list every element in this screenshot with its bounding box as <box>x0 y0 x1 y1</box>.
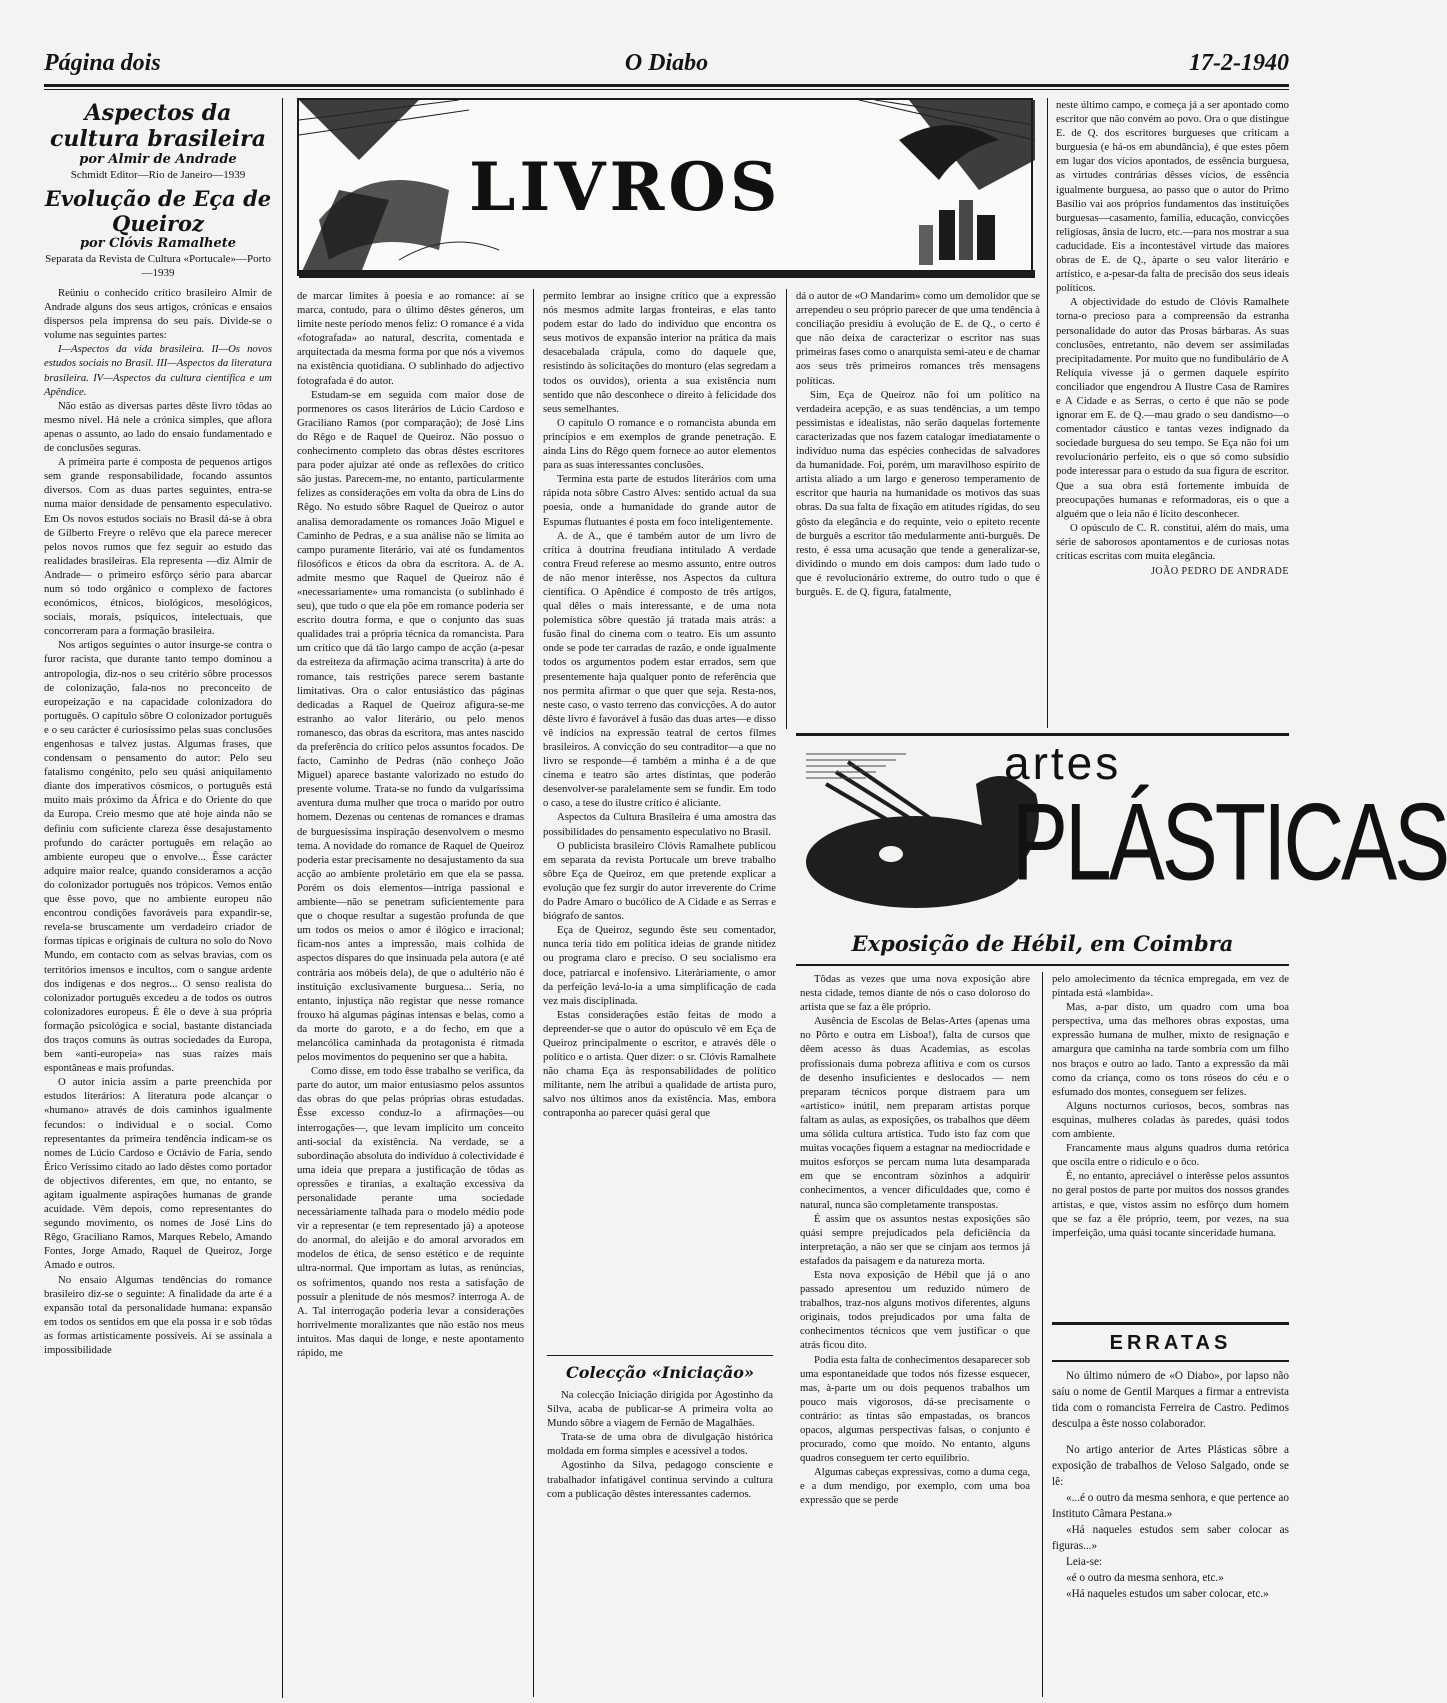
paragraph: neste último campo, e começa já a ser apontado como escritor que não convém ao povo. Ora o que distingue E. de Q. dos escritores burgueses que criticam a burguesia (e há-os em abundância), é que estes põem em lugar dos vícios apontados, de essência burguesa, as virtudes contrárias dêsses vícios, de essência igualmente burguesa, ao passo que o autor do Primo Basílio vai aos próprios fundamentos das instituições burguesas—casamento, família, educação, convicções religiosas, ânsia de lucro, etc.—para nos mostrar a sua caducidade. Eis a incontestável virtude das maiores obras de E. de Q., àparte o seu valor literário e artístico, e a-pesar-da falta de precisão dos seus ideais políticos. <box>1056 99 1289 295</box>
artes-banner <box>806 737 1447 916</box>
paragraph: Tôdas as vezes que uma nova exposição abre nesta cidade, temos diante de nós o caso doloroso do artista que se faz a êle próprio. <box>800 973 1030 1014</box>
column-divider <box>282 98 283 1698</box>
paragraph: Podia esta falta de conhecimentos desaparecer sob uma espontaneidade que todos nós fizesse esquecer, mas, à-parte um ou dois pequenos trabalhos um pouco mais vigorosos, dá-se precisamente o contrário: as tintas são empastadas, os brancos opacos, algumas perspectivas falsas, o conjunto é procurado, como que moído. No entanto, alguns quadros conseguem ter certo equilíbrio. <box>800 1353 1030 1465</box>
iniciacao-section <box>547 1362 773 1694</box>
erratas-section <box>1052 1368 1289 1696</box>
paragraph: Como disse, em todo êsse trabalho se verifica, da parte do autor, um maior entusiasmo pelos assuntos das obras do que pelas próprias obras estudadas. Êsse excesso conduz-lo a afirmações—ou interrogações—, que levam implícito um conceito anti-social da existência. Na verdade, se a subordinação absoluta do indivíduo à colectividade é uma ideia que prepara a justificação de tôdas as opressões e tiranias, a exaltação excessiva da personalidade perante uma sociedade necessàriamente talhada para o modelo médio pode vir a representar (e tem representado já) a apoteose do anormal, do aleijão e do amoral arvorados em modelos de ética, de senso estético e de requinte ultra-normal. Que importam as lutas, as renúncias, os sofrimentos, quando nos resta a satisfação de possuir a plenitude de nós mesmos? interroga A. de A. Tal interrogação poderia levar a considerações horrìvelmente moralizantes que não estão nos meus intuitos. Mas daqui de longe, e neste apontamento rápido, me <box>297 1065 524 1360</box>
quote: «Há naqueles estudos sem saber colocar as figuras...» <box>1052 1524 1289 1552</box>
paragraph: de marcar limites à poesia e ao romance: aí se marca, contudo, para o último dêstes géneros, um limite neste período menos feliz: O romance é a vida «fotografada» ao natural, descrita, comentada e arquitectada da mesma forma por que nós a vivemos na existência quotidiana. O sublinhado do adjectivo fotografada é do autor. <box>297 290 524 387</box>
book2-title: Evolução de Eça de Queiroz <box>44 186 272 236</box>
paragraph: O opúsculo de C. R. constitui, além do mais, uma série de saborosos apontamentos e de curiosas notas críticas escritas com muita elegância. <box>1056 521 1289 562</box>
paragraph: Aspectos da Cultura Brasileira é uma amostra das possibilidades do pensamento especulativo no Brasil. <box>543 811 776 838</box>
author-signature: JOÃO PEDRO DE ANDRADE <box>1150 566 1289 578</box>
newspaper-name: O Diabo <box>624 50 709 76</box>
column-divider <box>786 289 787 729</box>
paragraph: Não estão as diversas partes dêste livro tôdas ao mesmo nível. Há nele a crónica simples, que aflora apenas o assunto, ao lado do ensaio fundamentado e de conclusões seguras. <box>44 399 272 455</box>
plasticas-heading: PLÁSTICAS <box>1012 780 1447 903</box>
paragraph: O publicista brasileiro Clóvis Ramalhete publicou em separata da revista Portucale um breve trabalho sôbre Eça de Queiroz, em que pretende explicar a evolução que fez surgir do autor irreverente do Crime do Padre Amaro o bucólico de A Cidade e as Serras e biógrafo de santos. <box>543 839 776 923</box>
livros-banner <box>297 98 1033 276</box>
column-3 <box>543 289 776 1349</box>
paragraph: dá o autor de «O Mandarim» como um demolidor que se arrependeu o seu próprio parecer de que uma tendência à conciliação presidiu à evolução de E. de Q., o certo é que não deixa de caracterizar o escritor nas suas primeiras fases como o anarquista semi-ateu e de chamar aos seus três primeiros romances três mensagens políticas. <box>796 290 1040 387</box>
issue-date: 17-2-1940 <box>1189 50 1289 76</box>
column-divider <box>1047 98 1048 728</box>
iniciacao-title: Colecção «Iniciação» <box>566 1363 754 1382</box>
quote: «...é o outro da mesma senhora, e que pertence ao Instituto Câmara Pestana.» <box>1052 1492 1289 1520</box>
paragraph: I—Aspectos da vida brasileira. II—Os novos estudos sociais no Brasil. III—Aspectos da literatura brasileira. IV—Aspectos da cultura científica e um Apêndice. <box>44 343 272 398</box>
paragraph: No artigo anterior de Artes Plásticas sôbre a exposição de trabalhos de Veloso Salgado, onde se lê: <box>1052 1444 1289 1488</box>
exposicao-column-b <box>1052 972 1289 1314</box>
paragraph: permito lembrar ao insigne crítico que a expressão nós mesmos admite largas fronteiras, e elas tanto podem estar do lado do indivíduo que encontra os seus motivos de expansão interior na prática da mais desacebalada crápula, como do daquele que, resistindo às solicitações do monturo (elas segredam a todos os ouvidos), orienta a sua existência num sentido que não desconhece o direito à felicidade dos seus semelhantes. <box>543 290 776 415</box>
paragraph: Sim, Eça de Queiroz não foi um político na verdadeira acepção, e as suas tendências, a um tempo pessimistas e idealistas, não serão daquelas fortemente caracterizadas que nos fazem catalogar imediatamente o indivíduo numa das espécies conhecidas de salvadores da humanidade. Foi, porém, um maravilhoso espírito de artista aliado a um largo e generoso temperamento de escritor que hauria na humanidade os motivos das suas obras. Da sua falta de fixação em atitudes rígidas, do seu gôsto da elegância e do requinte, veio o epíteto recente de burguês a escritor tão medularmente anti-burguês. De resto, é essa uma acusação que tende a generalizar-se, dividindo o mundo em dois campos: dum lado tudo o que é revolucionário extreme, do outro tudo o que é burguês. E. de Q. figura, fatalmente, <box>796 388 1040 598</box>
paragraph: Algumas cabeças expressivas, como a duma cega, e a dum mendigo, por exemplo, com uma boa expressão que se perde <box>800 1466 1030 1507</box>
paragraph: Termina esta parte de estudos literários com uma rápida nota sôbre Castro Alves: sentido actual da sua poesia, onde a humanidade do grande autor de Espumas flutuantes é posta em foco inteligentemente. <box>543 473 776 528</box>
column-2 <box>297 289 524 1697</box>
livros-heading: LIVROS <box>469 148 782 226</box>
paragraph: Agostinho da Silva, pedagogo consciente e trabalhador infatigável continua servindo a cultura com a publicação dêstes interessantes cadernos. <box>547 1459 773 1500</box>
separator <box>1052 1432 1289 1442</box>
paragraph: Trata-se de uma obra de divulgação histórica moldada em forma simples e acessível a todos. <box>547 1431 773 1458</box>
book1-title: Aspectos da cultura brasileira <box>50 100 266 152</box>
paragraph: A objectividade do estudo de Clóvis Ramalhete torna-o precioso para a compreensão da estranha personalidade do autor das Prosas bárbaras. As suas conclusões, entretanto, não devem ser assimiladas precipitadamente. Por muito que no fundibulário de A Relíquia vivesse já o germen daquele espírito conciliador que engendrou A Ilustre Casa de Ramires e A Cidade e as Serras, o certo é que não se pode ignorar em E. de Q.—mau grado o seu dandismo—o comentador cáustico e tantas vezes indignado da sociedade burguesa do seu tempo. Se Eça não foi um revolucionário perfeito, eis o que só como subsídio pode interessar para o estudo da sua figura de escritor. Que a sua obra está fortemente imbuída de preocupações humanas e reformadoras, eis o que a alguém que o leia não é lícito desconhecer. <box>1056 296 1289 520</box>
column-divider <box>1042 972 1043 1697</box>
artes-heading: artes <box>1004 737 1122 789</box>
column-4 <box>796 289 1040 729</box>
column-5 <box>1056 98 1289 723</box>
erratas-title: ERRATAS <box>1109 1332 1232 1354</box>
paragraph: É, no entanto, apreciável o interêsse pelos assuntos no geral postos de parte por muitos dos nossos grandes artistas, e que, vistos assim no esfôrço dum homem que se faz a êle próprio, teem, por vezes, na sua imperfeição, uma quási tocante sinceridade humana. <box>1052 1170 1289 1239</box>
quote: «é o outro da mesma senhora, etc.» <box>1066 1572 1224 1584</box>
paragraph: O autor inicia assim a parte preenchida por estudos literários: A literatura pode alcançar o «humano» através de dois caminhos igualmente fecundos: o individual e o social. Como representantes da primeira tendência indicam-se os nomes de Lúcio Cardoso e Octávio de Faria, sendo Érico Veríssimo citado ao lado dêstes como portador de objectivos diferentes, em que, no entanto, se agitam igualmente aspirações humanas de grande acuidade. Vêm depois, como representantes do segundo movimento, os nomes de José Lins do Rêgo, Graciliano Ramos, Marques Rebelo, Amando Fontes, Jorge Amado, Raquel de Queiroz, Jorge Amado e outros. <box>44 1076 272 1272</box>
paragraph: No último número de «O Diabo», por lapso não saíu o nome de Gentil Marques a firmar a entrevista tida com o romancista Ferreira de Castro. Pedimos desculpa a êste nosso colaborador. <box>1052 1370 1289 1430</box>
page-label: Página dois <box>44 50 161 76</box>
quote: «Há naqueles estudos um saber colocar, etc.» <box>1066 1588 1269 1600</box>
book2-author: por Clóvis Ramalhete <box>79 236 237 251</box>
book1-author: por Almir de Andrade <box>79 152 237 167</box>
paragraph: O capítulo O romance e o romancista abunda em princípios e em exemplos de grande penetração. E ainda Lins do Rêgo quem fornece ao autor elementos para as suas interessantes conclusões. <box>543 416 776 472</box>
erratas-rule-bottom <box>1052 1360 1289 1362</box>
paragraph: Alguns nocturnos curiosos, becos, sombras nas esquinas, mulheres coladas às paredes, quási todos com ambiente. <box>1052 1099 1289 1141</box>
erratas-rule-top <box>1052 1322 1289 1325</box>
paragraph: Nos artigos seguintes o autor insurge-se contra o furor racista, que durante tanto tempo dominou a antropologia, diz-nos o seu critério sôbre processos de colonização, fala-nos no preconceito de europeização e na capacidade colonizadora do português. O capítulo sôbre O colonizador português e o seu carácter é curiosíssimo pelas suas conclusões engenhosas e talvez justas. Algumas frases, que condensam o pensamento do autor: Pelo seu fatalismo congénito, pelo seu quási aniquilamento diante dos imperativos cósmicos, o português está muito mais próximo da África e do Oriente do que da Europa. Creio mesmo que até hoje ainda não se definiu com suficiente clareza êsse desajustamento profundo do carácter português em relação ao ambiente europeu que o envolve... Êsse carácter adquire maior realce, quando consideramos a acção do colonizador português nos trópicos. Vemos então que êsse povo, que no ambiente europeu não encontrou condições favoráveis para expandir-se, revela-se bruscamente um verdadeiro criador de formas típicas e originais de cultura no solo do Novo Mundo, em contacto com as selvas bravias, com os territórios imensos e incultos, com o sangue ardente dos indígenas e dos negros... O senso realista do colonizador português excedeu a de todos os outros colonizadores europeus. É êle o deve à sua própria formação psicológica e social, bastante distanciada dos traços comuns às outras sociedades da Europa, bem «anti-europeia» nas suas raízes mais espontâneas e mais profundas. <box>44 639 272 1075</box>
paragraph: Estudam-se em seguida com maior dose de pormenores os casos literários de Lúcio Cardoso e Graciliano Ramos (por comparação); de José Lins do Rêgo e de Raquel de Queiroz. Não possuo o conhecimento completo das obras dêstes escritores para poder ajuizar até onde as reflexões do crítico são justas. Parecem-me, no entanto, particularmente felizes as considerações em volta da obra de Lins do Rêgo. No estudo sôbre Raquel de Queiroz o autor analisa demoradamente os romances João Miguel e Caminho de Pedras, e a sua análise não se limita ao campo puramente literário, vai até os fundamentos filosóficos e éticos da obra da escritora. A. de A. admite mesmo que Raquel de Queiroz não é «necessariamente» uma romancista (o sublinhado é seu), que tudo o que ela põe em romance poderia ser escrito doutra forma, e que o conjunto das suas qualidades trai a própria técnica da romancista. Para um crítico que dá tão largo campo de acção (a-pesar da estreiteza da afirmação acima transcrita) à arte do romance, tais restrições parece serem bastante limitativas. Ora o calor entusiástico das páginas dedicadas a Raquel de Queiroz afigura-se-me estranho ao valor literário, ou pelo menos romanesco, das obras da escritora, mas antes nascido da preferência do crítico pelos assuntos focados. De facto, Caminho de Pedras (não conheço João Miguel) aparece bastante valorizado no estudo do presente volume. Trata-se no fundo da vulgaríssima aventura duma mulher que troca o marido por outro homem. Dezenas ou centenas de romances e dramas de burguesíssima inspiração desenvolvem o mesmo tema. A novidade do romance de Raquel de Queiroz poderia estar precisamente no desajustamento da sua acção ao ambiente proletário em que ela se passa. Porém os dois elementos—intriga passional e ambiente—não se penetram suficientemente para que o choque resultar a sugestão profunda de que um todos os meios o amor é ilógico e irracional; ficam-nos antes a impressão, mais colhida de aspectos díspares do que insinuada pela autora (e até contrária aos móbeis dela), de que o adultério não é instituição exclusivamente burguesa... Seria, no entanto, injustiça não registar que nesse romance frouxo há algumas páginas intensas e belas, como a da morte do garoto, e a do fecho, em que a melancólica caminhada da protagonista é ritmada pelos movimentos do pequenino ser que a habita. <box>297 388 524 1064</box>
paragraph: A primeira parte é composta de pequenos artigos sem grande responsabilidade, focando assuntos diversos. Com as duas partes seguintes, entra-se numa maior densidade de pensamento especulativo. Em Os novos estudos sociais no Brasil dá-se à obra de Gilberto Freyre o relêvo que ela parece merecer pelos novos rumos que fez seguir ao estudo das realidades brasileiras. Ela representa —diz Almir de Andrade— o primeiro esfôrço sério para abarcar num só todo orgânico o complexo de factores económicos, étnicos, biológicos, mesológicos, sociais, morais, psíquicos, intelectuais, que concorreram para a formação brasileira. <box>44 456 272 638</box>
masthead-rule-thin <box>44 89 1289 90</box>
column-1 <box>44 98 272 1698</box>
book1-publisher: Schmidt Editor—Rio de Janeiro—1939 <box>70 169 246 181</box>
paragraph: Na colecção Iniciação dirigida por Agostinho da Silva, acaba de publicar-se A primeira volta ao Mundo sôbre a viagem de Fernão de Magalhães. <box>547 1389 773 1430</box>
column-divider <box>533 289 534 1697</box>
masthead-rule <box>44 84 1289 87</box>
paragraph: A. de A., que é também autor de um livro de crítica à doutrina freudiana intitulado A verdade contra Freud referese ao mesmo assunto, entre outros de não menor interêsse, nos Aspectos da cultura científica. O Apêndice é composto de três artigos, qual dêles o mais interessante, e de uma nota polemística sôbre questão já tratada mais atrás: a fusão final do cinema com o teatro. Eis um assunto onde se pode ter carradas de razão, e onde igualmente todos os argumentos podem estar errados, sem que presentemente haja qualquer ponto de referência que nos permita afirmar o que quer que seja. Resta-nos, neste caso, o vasto terreno das convicções. A do autor dêste livro é favorável à fusão das duas artes—e disso vê indícios na expressão teatral de certos filmes brasileiros. A convicção do seu contraditor—a que no livro se responde—é também a minha é a de que cinema e teatro são artes distintas, que poderão desenvolver-se paralelamente sem se fundir. Em todo o caso, a tese do ilustre crítico é aliciante. <box>543 529 776 810</box>
paragraph: Mas, a-par disto, um quadro com uma boa perspectiva, uma das melhores obras expostas, uma expressão humana de mulher, mixto de resignação e amargura que caminha na tarde sombria com um filho nos braços e outro ao lado. Tanto a expressão da mãi como da criança, como os tons róseos do céu e o esfumado dos montes, conseguem ser felizes. <box>1052 1001 1289 1098</box>
paragraph: Leia-se: <box>1066 1556 1103 1568</box>
paragraph: Esta nova exposição de Hébil que já o ano passado apresentou um reduzido número de trabalhos, traz-nos alguns motivos diferentes, alguns originais, todos prejudicados por uma falta de conhecimentos técnicos que vem justificar o que atrás ficou dito. <box>800 1268 1030 1352</box>
paragraph: Francamente maus alguns quadros duma retórica que oscila entre o ridículo e o ôco. <box>1052 1142 1289 1169</box>
iniciacao-box <box>547 1355 773 1357</box>
paragraph: Eça de Queiroz, segundo êste seu comentador, nunca teria tido em política ideias de grande nitidez ou programa claro e preciso. O seu socialismo era doce, patriarcal e inofensivo. Literàriamente, o amor da perfeição levá-lo-ia a uma simplificação de cada vez mais disciplinada. <box>543 924 776 1007</box>
section-rule <box>796 964 1289 966</box>
paragraph: Estas considerações estão feitas de modo a depreender-se que o autor do opúsculo vê em Eça de Queiroz principalmente o escritor, e através dêle o político e o artista. Quer dizer: o sr. Clóvis Ramalhete não chama Eça às responsabilidades de político militante, nem lhe atribui a qualidade de artista puro, salvo nos últimos anos da existência. Mas, embora contraponha ao parecer quási geral que <box>543 1008 776 1120</box>
paragraph: É assim que os assuntos nestas exposições são quási sempre prejudicados pela deficiência da interpretação, a não ser que se cinjam aos termos já estafados da paisagem e da natureza morta. <box>800 1212 1030 1267</box>
masthead <box>44 50 1289 80</box>
paragraph: pelo amolecimento da técnica empregada, em vez de pintada está «lambida». <box>1052 973 1289 1000</box>
exposicao-title: Exposição de Hébil, em Coimbra <box>851 931 1234 956</box>
paragraph: Reüniu o conhecido crítico brasileiro Almir de Andrade alguns dos seus artigos, crónicas e ensaios dispersos pela imprensa do seu país. Divide-se o volume nas seguintes partes: <box>44 287 272 342</box>
book2-publisher: Separata da Revista de Cultura «Portucale»—Porto—1939 <box>45 253 271 279</box>
paragraph: No ensaio Algumas tendências do romance brasileiro diz-se o seguinte: A finalidade da arte é a expansão total da personalidade humana: expansão em todos os sentidos em que ela possa ir e sob tôdas as formas artisticamente possíveis. Aí se assinala a impossibilidade <box>44 1273 272 1357</box>
paragraph: Ausência de Escolas de Belas-Artes (apenas uma no Pôrto e outra em Lisboa!), falta de cursos que dêem acesso às duas Academias, as escolas profissionais duma pobreza aflitiva e com os cursos de desenho insuficientes e deslocados — nem preparam técnicos porque distraem para um «artístico» inútil, nem preparam artistas porque faltam as aulas, as exposições, os trabalhos que dêem uma sólida cultura artística. Tudo isto faz com que muitas vocações fiquem a estagnar na mediocridade e muitos esforços se percam numa luta desamparada em que se encontram sòzinhos a adquirir conhecimentos, a vencer dificuldades que, como é natural, nunca são completamente transpostas. <box>800 1015 1030 1211</box>
exposicao-column-a <box>800 972 1030 1697</box>
